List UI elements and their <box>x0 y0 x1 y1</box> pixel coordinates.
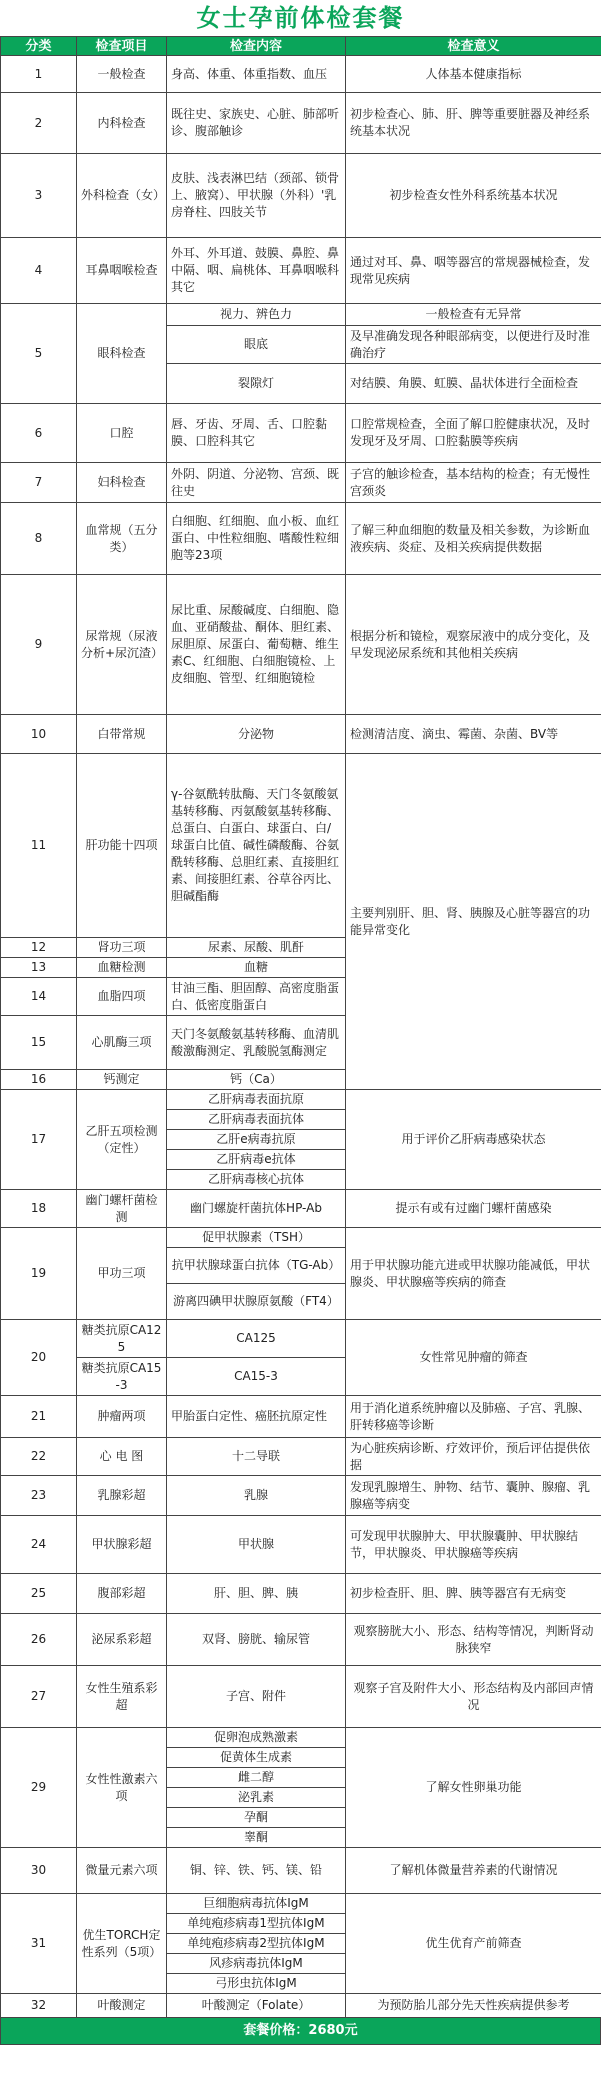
row-meaning: 检测清洁度、滴虫、霉菌、杂菌、BV等 <box>346 715 601 754</box>
row-content: 十二导联 <box>167 1438 346 1476</box>
row-number: 26 <box>1 1614 77 1666</box>
table-row <box>1 154 601 238</box>
table-row <box>1 1516 601 1574</box>
row-item: 血常规（五分类） <box>77 503 167 575</box>
row-number: 31 <box>1 1894 77 1994</box>
row-item: 外科检查（女） <box>77 154 167 238</box>
row-content: 甲胎蛋白定性、癌胚抗原定性 <box>167 1396 346 1438</box>
row-meaning: 初步检查肝、胆、脾、胰等器宫有无病变 <box>346 1574 601 1614</box>
row-content: 雌二醇 <box>167 1768 346 1788</box>
row-number: 13 <box>1 958 77 978</box>
row-item: 白带常规 <box>77 715 167 754</box>
row-content: 身高、体重、体重指数、血压 <box>167 56 346 93</box>
row-meaning: 通过对耳、鼻、咽等器宫的常规器械检查，发现常见疾病 <box>346 238 601 304</box>
row-content: γ-谷氨酰转肽酶、天门冬氨酸氨基转移酶、丙氨酸氨基转移酶、总蛋白、白蛋白、球蛋白、白/球蛋白比值、碱性磷酸酶、谷氨酰转移酶、总胆红素、直接胆红素、间接胆红素、谷草谷丙比、胆碱酯酶 <box>167 754 346 938</box>
row-item: 肿瘤两项 <box>77 1396 167 1438</box>
row-number: 27 <box>1 1666 77 1728</box>
table-row <box>1 93 601 154</box>
row-content: 孕酮 <box>167 1808 346 1828</box>
row-meaning: 女性常见肿瘤的筛查 <box>346 1320 601 1396</box>
table-row <box>1 1666 601 1728</box>
row-number: 25 <box>1 1574 77 1614</box>
row-meaning: 口腔常规检查，全面了解口腔健康状况，及时发现牙及牙周、口腔黏膜等疾病 <box>346 404 601 463</box>
row-item: 女性生殖系彩超 <box>77 1666 167 1728</box>
row-content: 皮肤、浅表淋巴结（颈部、锁骨上、腋窝）、甲状腺（外科）'乳房脊柱、四肢关节 <box>167 154 346 238</box>
row-content: 甘油三酯、胆固醇、高密度脂蛋白、低密度脂蛋白 <box>167 978 346 1016</box>
header-item: 检查项目 <box>77 37 167 56</box>
header-meaning: 检查意义 <box>346 37 601 56</box>
header-category: 分类 <box>1 37 77 56</box>
row-number: 9 <box>1 575 77 715</box>
row-meaning: 一般检查有无异常 <box>346 304 601 326</box>
row-content: 乳腺 <box>167 1476 346 1516</box>
row-meaning: 观察膀胱大小、形态、结构等情况，判断肾动脉狭窄 <box>346 1614 601 1666</box>
row-item: 糖类抗原CA15-3 <box>77 1358 167 1396</box>
row-item: 血脂四项 <box>77 978 167 1016</box>
row-content: 子宫、附件 <box>167 1666 346 1728</box>
table-row <box>1 1438 601 1476</box>
row-number: 2 <box>1 93 77 154</box>
table-row <box>1 1894 601 1914</box>
row-number: 30 <box>1 1848 77 1894</box>
table-row <box>1 1320 601 1358</box>
row-content: 弓形虫抗体IgM <box>167 1974 346 1994</box>
row-content: 白细胞、红细胞、血小板、血红蛋白、中性粒细胞、嗜酸性粒细胞等23项 <box>167 503 346 575</box>
row-number: 14 <box>1 978 77 1016</box>
row-content: 乙肝病毒表面抗体 <box>167 1110 346 1130</box>
row-content: 肝、胆、脾、胰 <box>167 1574 346 1614</box>
row-number: 4 <box>1 238 77 304</box>
row-content: 游离四碘甲状腺原氨酸（FT4） <box>167 1284 346 1320</box>
row-item: 口腔 <box>77 404 167 463</box>
page-title: 女士孕前体检套餐 <box>196 3 405 32</box>
row-meaning: 用于评价乙肝病毒感染状态 <box>346 1090 601 1190</box>
table-row <box>1 715 601 754</box>
row-number: 29 <box>1 1728 77 1848</box>
row-number: 32 <box>1 1994 77 2018</box>
row-number: 21 <box>1 1396 77 1438</box>
row-number: 20 <box>1 1320 77 1396</box>
row-number: 19 <box>1 1228 77 1320</box>
row-meaning: 为心脏疾病诊断、疗效评价，预后评估提供依据 <box>346 1438 601 1476</box>
row-number: 12 <box>1 938 77 958</box>
row-content: 风疹病毒抗体IgM <box>167 1954 346 1974</box>
row-item: 乳腺彩超 <box>77 1476 167 1516</box>
row-content: 单纯疱疹病毒2型抗体IgM <box>167 1934 346 1954</box>
row-item: 乙肝五项检测（定性） <box>77 1090 167 1190</box>
row-item: 幽门螺杆菌检测 <box>77 1190 167 1228</box>
row-item: 女性性激素六项 <box>77 1728 167 1848</box>
table-row <box>1 754 601 938</box>
table-row <box>1 1728 601 1748</box>
row-number: 3 <box>1 154 77 238</box>
row-item: 泌尿系彩超 <box>77 1614 167 1666</box>
row-item: 心 电 图 <box>77 1438 167 1476</box>
row-number: 18 <box>1 1190 77 1228</box>
row-content: 尿素、尿酸、肌酐 <box>167 938 346 958</box>
row-meaning: 了解女性卵巢功能 <box>346 1728 601 1848</box>
row-content: 外阴、阴道、分泌物、宫颈、既往史 <box>167 463 346 503</box>
row-content: 巨细胞病毒抗体IgM <box>167 1894 346 1914</box>
row-content: 既往史、家族史、心脏、肺部听诊、腹部触诊 <box>167 93 346 154</box>
row-content: 单纯疱疹病毒1型抗体IgM <box>167 1914 346 1934</box>
organ-function-meaning: 主要判别肝、胆、肾、胰腺及心脏等器宫的功能异常变化 <box>346 754 601 1090</box>
row-item: 肝功能十四项 <box>77 754 167 938</box>
table-row <box>1 1228 601 1248</box>
row-number: 23 <box>1 1476 77 1516</box>
row-content: 乙肝病毒e抗体 <box>167 1150 346 1170</box>
row-item: 肾功三项 <box>77 938 167 958</box>
row-number: 24 <box>1 1516 77 1574</box>
table-row <box>1 1396 601 1438</box>
table-row <box>1 404 601 463</box>
row-content: 钙（Ca） <box>167 1070 346 1090</box>
row-content: 铜、锌、铁、钙、镁、铅 <box>167 1848 346 1894</box>
row-content: 抗甲状腺球蛋白抗体（TG-Ab） <box>167 1248 346 1284</box>
row-meaning: 了解机体微量营养素的代谢情况 <box>346 1848 601 1894</box>
row-item: 内科检查 <box>77 93 167 154</box>
row-content: 外耳、外耳道、鼓膜、鼻腔、鼻中隔、咽、扁桃体、耳鼻咽喉科其它 <box>167 238 346 304</box>
table-row <box>1 56 601 93</box>
row-number: 8 <box>1 503 77 575</box>
row-meaning: 对结膜、角膜、虹膜、晶状体进行全面检查 <box>346 364 601 404</box>
row-content: 促黄体生成素 <box>167 1748 346 1768</box>
row-content: 甲状腺 <box>167 1516 346 1574</box>
table-row <box>1 463 601 503</box>
table-row <box>1 1848 601 1894</box>
row-meaning: 可发现甲状腺肿大、甲状腺囊肿、甲状腺结节，甲状腺炎、甲状腺癌等疾病 <box>346 1516 601 1574</box>
table-row <box>1 1090 601 1110</box>
row-meaning: 了解三种血细胞的数量及相关参数，为诊断血液疾病、炎症、及相关疾病提供数据 <box>346 503 601 575</box>
row-item: 优生TORCH定性系列（5项） <box>77 1894 167 1994</box>
row-number: 11 <box>1 754 77 938</box>
row-meaning: 人体基本健康指标 <box>346 56 601 93</box>
row-item: 甲状腺彩超 <box>77 1516 167 1574</box>
row-content: 幽门螺旋杆菌抗体HP-Ab <box>167 1190 346 1228</box>
row-item: 腹部彩超 <box>77 1574 167 1614</box>
row-meaning: 观察子宫及附件大小、形态结构及内部回声情况 <box>346 1666 601 1728</box>
row-number: 7 <box>1 463 77 503</box>
row-item: 心肌酶三项 <box>77 1016 167 1070</box>
row-item: 甲功三项 <box>77 1228 167 1320</box>
row-content: 泌乳素 <box>167 1788 346 1808</box>
table-row <box>1 575 601 715</box>
row-meaning: 初步检查心、肺、肝、脾等重要脏器及神经系统基本状况 <box>346 93 601 154</box>
row-item: 眼科检查 <box>77 304 167 404</box>
row-meaning: 用于甲状腺功能亢进或甲状腺功能减低，甲状腺炎、甲状腺癌等疾病的筛查 <box>346 1228 601 1320</box>
row-content: CA15-3 <box>167 1358 346 1396</box>
row-meaning: 子宫的触诊检查，基本结构的检查；有无慢性宫颈炎 <box>346 463 601 503</box>
row-number: 17 <box>1 1090 77 1190</box>
row-meaning: 优生优育产前筛查 <box>346 1894 601 1994</box>
table-row <box>1 503 601 575</box>
row-number: 15 <box>1 1016 77 1070</box>
package-price: 套餐价格：2680元 <box>0 2018 601 2045</box>
row-number: 10 <box>1 715 77 754</box>
table-header-row <box>1 37 601 56</box>
row-content: 乙肝e病毒抗原 <box>167 1130 346 1150</box>
row-content: 眼底 <box>167 326 346 364</box>
row-content: 视力、辨色力 <box>167 304 346 326</box>
row-content: 天门冬氨酸氨基转移酶、血清肌酸激酶测定、乳酸脱氢酶测定 <box>167 1016 346 1070</box>
row-meaning: 为预防胎儿部分先天性疾病提供参考 <box>346 1994 601 2018</box>
table-row <box>1 304 601 326</box>
row-item: 妇科检查 <box>77 463 167 503</box>
row-item: 糖类抗原CA125 <box>77 1320 167 1358</box>
row-content: 促卵泡成熟激素 <box>167 1728 346 1748</box>
row-content: 乙肝病毒表面抗原 <box>167 1090 346 1110</box>
row-item: 血糖检测 <box>77 958 167 978</box>
row-content: 叶酸测定（Folate） <box>167 1994 346 2018</box>
table-row <box>1 1190 601 1228</box>
row-item: 叶酸测定 <box>77 1994 167 2018</box>
row-meaning: 用于消化道系统肿瘤以及肺癌、子宫、乳腺、肝转移癌等诊断 <box>346 1396 601 1438</box>
row-item: 一般检查 <box>77 56 167 93</box>
row-item: 耳鼻咽喉检查 <box>77 238 167 304</box>
row-content: 睾酮 <box>167 1828 346 1848</box>
row-content: 乙肝病毒核心抗体 <box>167 1170 346 1190</box>
row-number: 5 <box>1 304 77 404</box>
row-content: 双肾、膀胱、输尿管 <box>167 1614 346 1666</box>
row-item: 微量元素六项 <box>77 1848 167 1894</box>
table-row <box>1 238 601 304</box>
row-content: CA125 <box>167 1320 346 1358</box>
row-number: 6 <box>1 404 77 463</box>
row-content: 促甲状腺素（TSH） <box>167 1228 346 1248</box>
table-row <box>1 1476 601 1516</box>
row-number: 16 <box>1 1070 77 1090</box>
table-row <box>1 1994 601 2018</box>
row-content: 裂隙灯 <box>167 364 346 404</box>
row-number: 22 <box>1 1438 77 1476</box>
exam-table <box>0 36 601 2018</box>
row-content: 分泌物 <box>167 715 346 754</box>
row-content: 唇、牙齿、牙周、舌、口腔黏膜、口腔科其它 <box>167 404 346 463</box>
row-content: 尿比重、尿酸碱度、白细胞、隐血、亚硝酸盐、酮体、胆红素、尿胆原、尿蛋白、葡萄糖、维生素C、红细胞、白细胞镜检、上皮细胞、管型、红细胞镜检 <box>167 575 346 715</box>
row-content: 血糖 <box>167 958 346 978</box>
row-meaning: 提示有或有过幽门螺杆菌感染 <box>346 1190 601 1228</box>
table-row <box>1 1614 601 1666</box>
row-meaning: 初步检查女性外科系统基本状况 <box>346 154 601 238</box>
row-meaning: 根据分析和镜检，观察尿液中的成分变化，及早发现泌尿系统和其他相关疾病 <box>346 575 601 715</box>
row-meaning: 及早准确发现各种眼部病变，以便进行及时准确治疗 <box>346 326 601 364</box>
row-meaning: 发现乳腺增生、肿物、结节、囊肿、腺瘤、乳腺癌等病变 <box>346 1476 601 1516</box>
row-item: 尿常规（尿液分析+尿沉渣） <box>77 575 167 715</box>
row-item: 钙测定 <box>77 1070 167 1090</box>
row-number: 1 <box>1 56 77 93</box>
table-row <box>1 1574 601 1614</box>
header-content: 检查内容 <box>167 37 346 56</box>
